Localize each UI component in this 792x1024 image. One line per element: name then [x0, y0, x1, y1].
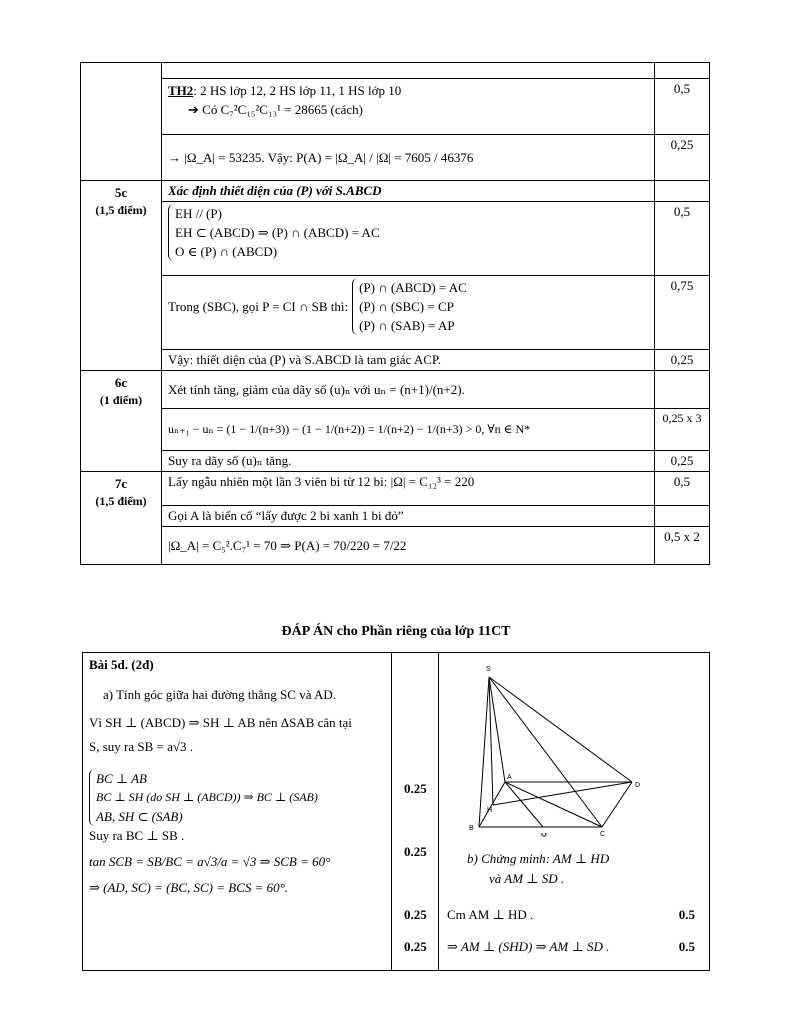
- system-line: EH ⊂ (ABCD) ⇒ (P) ∩ (ABCD) = AC: [175, 225, 380, 240]
- system-line: O ∈ (P) ∩ (ABCD): [175, 244, 278, 259]
- score-cell: 0,25 x 3: [655, 409, 710, 451]
- table-row: [81, 135, 710, 181]
- table-row: [81, 409, 710, 451]
- answer-table-1: [80, 62, 710, 565]
- table-row: [81, 181, 710, 202]
- q5c-label: 5c: [114, 185, 128, 200]
- empty-cell: [162, 63, 655, 79]
- part-a-cell: [83, 653, 392, 971]
- question-label-cell: [81, 371, 162, 472]
- score: 0.25: [404, 907, 427, 922]
- section-heading: ĐÁP ÁN cho Phần riêng của lớp 11CT: [281, 624, 511, 639]
- question-label-cell: [81, 181, 162, 371]
- q5c-title: Xác định thiết diện của (P) với S.ABCD: [162, 181, 655, 202]
- system-line: BC ⊥ SH (do SH ⊥ (ABCD)) ⇒ BC ⊥ (SAB): [96, 790, 318, 804]
- part-a-line4: tan SCB = SB/BC = a√3/a = √3 ⇒ SCB = 60°: [89, 854, 331, 869]
- answer-table-2: [82, 652, 710, 971]
- empty-cell: [655, 63, 710, 79]
- q6c-label: 6c: [114, 375, 128, 390]
- empty-cell: [81, 63, 162, 181]
- system-line: (P) ∩ (ABCD) = AC: [359, 280, 467, 295]
- score: 0.5: [678, 939, 695, 954]
- score-cell: 0,5 x 2: [655, 527, 710, 565]
- q7c-line3: |Ω_A| = C₅².C₇¹ = 70 ⇒ P(A) = 70/220 = 7/22: [162, 527, 655, 565]
- part-b-line1: Cm AM ⊥ HD .: [447, 907, 534, 922]
- q7c-label: 7c: [114, 476, 128, 491]
- th2-text: : 2 HS lớp 12, 2 HS lớp 11, 1 HS lớp 10: [193, 83, 402, 98]
- omega-a-cell: [162, 135, 655, 181]
- part-a-scores: [392, 653, 439, 971]
- label-D: D: [635, 782, 641, 789]
- brace-system: [168, 204, 380, 261]
- q7c-points: (1,5 điểm): [95, 494, 147, 508]
- label-C: C: [600, 831, 606, 837]
- system-line: (P) ∩ (SBC) = CP: [359, 299, 454, 314]
- score-cell: 0,5: [655, 472, 710, 506]
- part-b-heading: b) Chứng minh: AM ⊥ HD: [467, 851, 610, 866]
- table-row: [83, 653, 710, 971]
- q5c-points: (1,5 điểm): [95, 203, 147, 217]
- table-row: [81, 472, 710, 506]
- pyramid-figure: [457, 657, 657, 837]
- empty-cell: [655, 181, 710, 202]
- score-cell: 0,25: [655, 135, 710, 181]
- empty-cell: [655, 371, 710, 409]
- table-row: [81, 506, 710, 527]
- score-cell: 0,75: [655, 276, 710, 350]
- part-a-line5: ⇒ (AD, SC) = (BC, SC) = BCS = 60°.: [89, 880, 289, 895]
- score-cell: 0,25: [655, 451, 710, 472]
- q6c-line1: Xét tính tăng, giảm của dãy số (u)ₙ với uₙ = (n+1)/(n+2).: [162, 371, 655, 409]
- label-H: H: [487, 807, 493, 814]
- table-row: [81, 202, 710, 276]
- table-row: [81, 451, 710, 472]
- q5c-sbc-cell: [162, 276, 655, 350]
- system-line: AB, SH ⊂ (SAB): [96, 809, 183, 824]
- table-row: [81, 371, 710, 409]
- question-label-cell: [81, 472, 162, 565]
- part-a-line3: Suy ra BC ⊥ SB .: [89, 828, 185, 843]
- th2-cell: [162, 79, 655, 135]
- empty-cell: [655, 506, 710, 527]
- part-b-cell: [439, 653, 710, 971]
- sbc-text: Trong (SBC), gọi P = CI ∩ SB thì:: [168, 298, 349, 314]
- label-S: S: [486, 666, 491, 673]
- system-line: BC ⊥ AB: [96, 771, 147, 786]
- score: 0.25: [404, 939, 427, 954]
- th2-formula: ➔ Có C₇²C₁₅²C₁₃¹ = 28665 (cách): [188, 102, 363, 117]
- part-a-line2: S, suy ra SB = a√3 .: [89, 739, 194, 754]
- table-row: [81, 79, 710, 135]
- q7c-line1: Lấy ngẫu nhiên một lần 3 viên bi từ 12 bi: |Ω| = C₁₂³ = 220: [162, 472, 655, 506]
- th2-label: TH2: [168, 83, 194, 98]
- brace-system: [89, 769, 318, 826]
- score: 0.5: [678, 907, 695, 922]
- score-cell: 0,25: [655, 350, 710, 371]
- table-row: [81, 63, 710, 79]
- system-line: EH // (P): [175, 206, 222, 221]
- score-cell: 0,5: [655, 202, 710, 276]
- score: 0.25: [404, 781, 427, 796]
- system-line: (P) ∩ (SAB) = AP: [359, 318, 455, 333]
- brace-system: [352, 278, 467, 335]
- problem-title: Bài 5d. (2đ): [89, 657, 154, 672]
- part-a-line1: Vì SH ⊥ (ABCD) ⇒ SH ⊥ AB nên ΔSAB cân tại: [89, 715, 352, 730]
- q5c-system-cell: [162, 202, 655, 276]
- label-B: B: [469, 825, 474, 832]
- q6c-line3: Suy ra dãy số (u)ₙ tăng.: [162, 451, 655, 472]
- label-M: M: [541, 833, 547, 837]
- score: 0.25: [404, 844, 427, 859]
- table-row: [81, 276, 710, 350]
- part-b-heading: và AM ⊥ SD .: [489, 871, 565, 886]
- part-b-line2: ⇒ AM ⊥ (SHD) ⇒ AM ⊥ SD .: [447, 939, 610, 954]
- score-cell: 0,5: [655, 79, 710, 135]
- table-row: [81, 350, 710, 371]
- q5c-conclusion: Vậy: thiết diện của (P) và S.ABCD là tam giác ACP.: [162, 350, 655, 371]
- table-row: [81, 527, 710, 565]
- part-a-heading: a) Tính góc giữa hai đường thẳng SC và AD.: [103, 687, 337, 702]
- omega-a-text: → |Ω_A| = 53235. Vậy: P(A) = |Ω_A| / |Ω| = 7605 / 46376: [168, 149, 474, 165]
- label-A: A: [507, 774, 512, 781]
- q6c-line2: uₙ₊₁ − uₙ = (1 − 1/(n+3)) − (1 − 1/(n+2)) = 1/(n+2) − 1/(n+3) > 0, ∀n ∈ N*: [162, 409, 655, 451]
- q7c-line2: Gọi A là biến cố “lấy được 2 bi xanh 1 bi đỏ”: [162, 506, 655, 527]
- q6c-points: (1 điểm): [99, 393, 143, 407]
